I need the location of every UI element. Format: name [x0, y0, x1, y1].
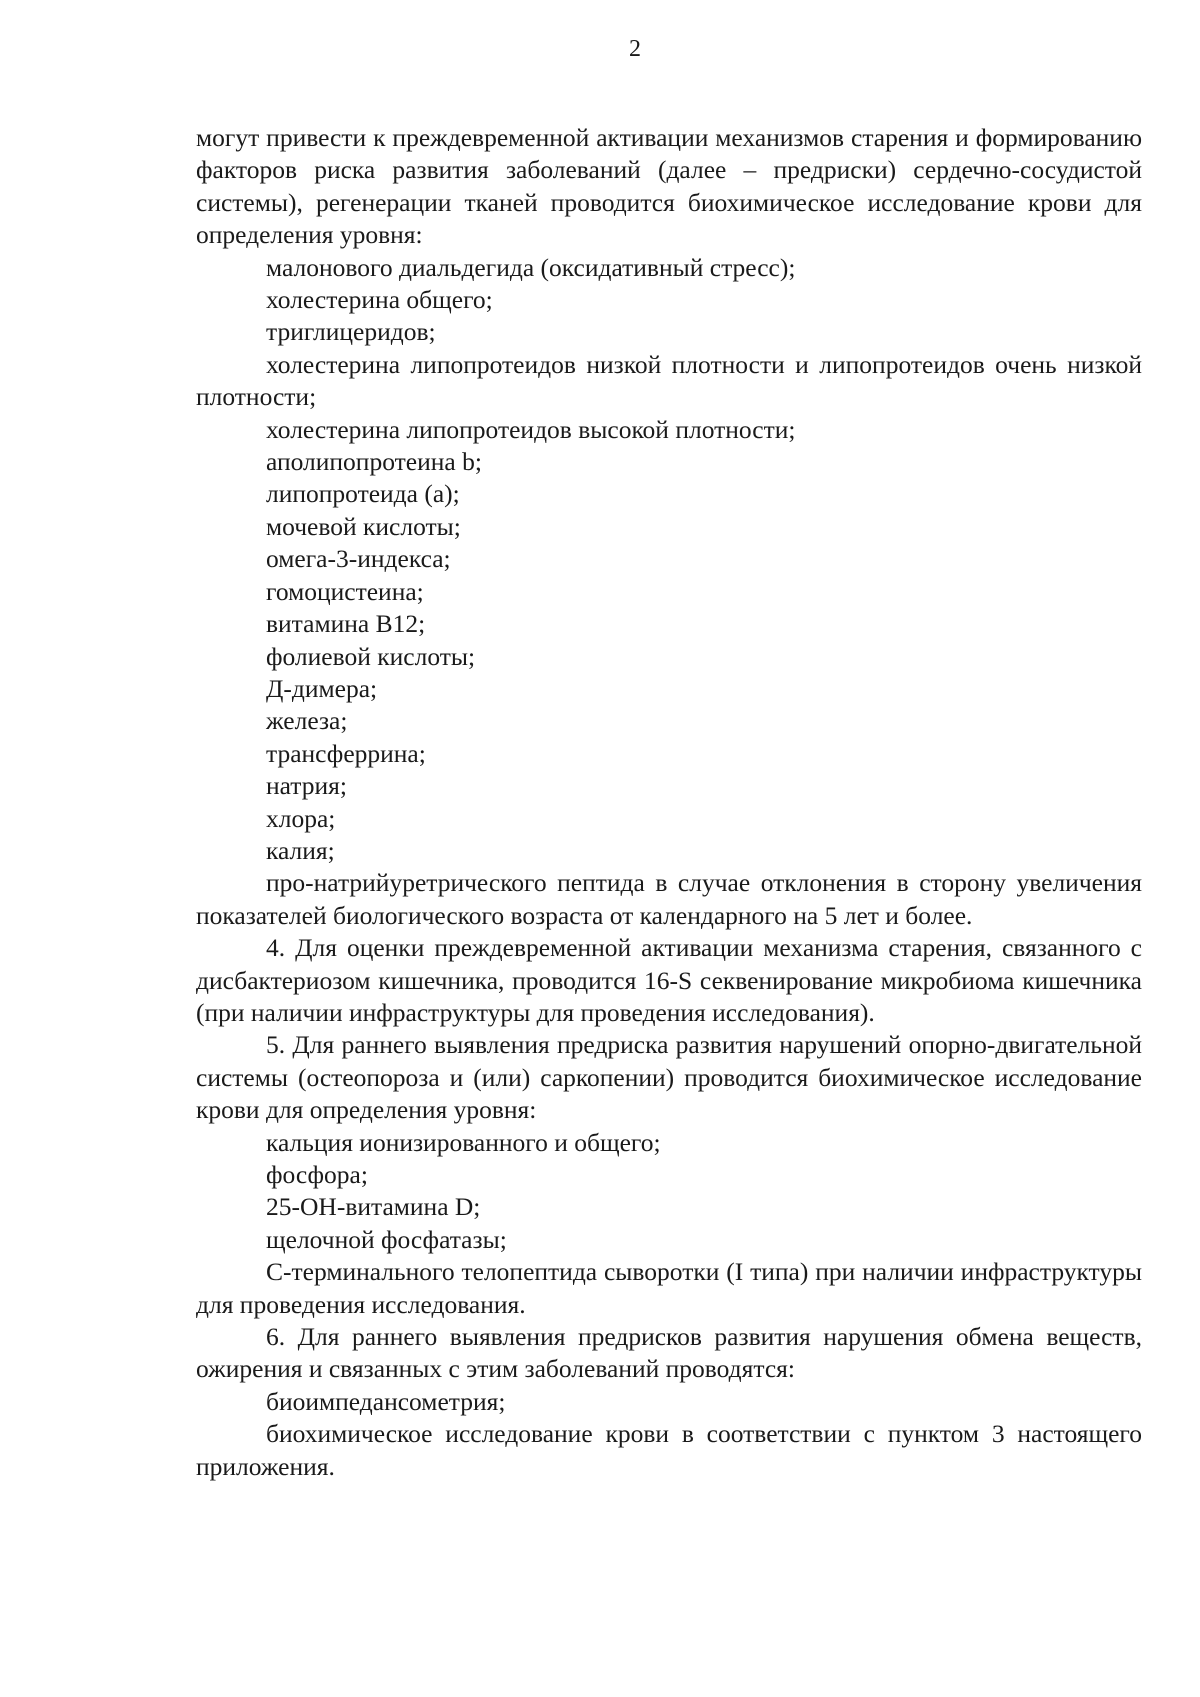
list-item: холестерина липопротеидов низкой плотности и липопротеидов очень низкой плотности;: [196, 349, 1142, 412]
list-item: трансферрина;: [266, 738, 426, 768]
numbered-paragraph-6: 6. Для раннего выявления предрисков развития нарушения обмена веществ, ожирения и связанных с этим заболеваний проводятся:: [196, 1322, 1142, 1384]
list-item: натрия;: [266, 771, 347, 801]
list-item: биоимпедансометрия;: [266, 1386, 506, 1416]
list-item: фолиевой кислоты;: [266, 641, 476, 671]
list-item: про-натрийуретрического пептида в случае отклонения в сторону увеличения показателей биологического возраста от календарного на 5 лет и более.: [196, 868, 1142, 930]
list-item: мочевой кислоты;: [266, 511, 461, 541]
list-item: холестерина липопротеидов высокой плотности;: [266, 414, 796, 444]
page-number: 2: [629, 36, 641, 62]
list-item: кальция ионизированного и общего;: [266, 1127, 661, 1157]
list-item: хлора;: [266, 803, 336, 833]
list-item: биохимическое исследование крови в соответствии с пунктом 3 настоящего приложения.: [196, 1419, 1142, 1481]
list-item: омега-3-индекса;: [266, 544, 451, 574]
list-item: железа;: [266, 706, 348, 736]
list-item: Д-димера;: [266, 673, 378, 703]
list-item: С-терминального телопептида сыворотки (I типа) при наличии инфраструктуры для проведения исследования.: [196, 1257, 1142, 1319]
list-item: щелочной фосфатазы;: [266, 1224, 507, 1254]
paragraph: могут привести к преждевременной активации механизмов старения и формированию факторов риска развития заболеваний (далее – предриски) сердечно-сосудистой системы), регенерации тканей проводится биохимическое исследование крови для определения уровня:: [196, 123, 1142, 250]
numbered-paragraph-4: 4. Для оценки преждевременной активации механизма старения, связанного с дисбактериозом кишечника, проводится 16-S секвенирование микробиома кишечника (при наличии инфраструктуры для проведения исследования).: [196, 933, 1142, 1027]
document-body: [196, 122, 1142, 1483]
list-item: аполипопротеина b;: [266, 447, 482, 477]
list-item: 25-ОН-витамина D;: [266, 1192, 481, 1222]
list-item: калия;: [266, 835, 335, 865]
list-item: фосфора;: [266, 1160, 368, 1189]
list-item: триглицеридов;: [266, 317, 436, 347]
numbered-paragraph-5: 5. Для раннего выявления предриска развития нарушений опорно-двигательной системы (остеопороза и (или) саркопении) проводится биохимическое исследование крови для определения уровня:: [196, 1030, 1142, 1125]
list-item: холестерина общего;: [266, 285, 493, 315]
list-item: малонового диальдегида (оксидативный стресс);: [266, 252, 796, 282]
list-item: гомоцистеина;: [266, 576, 424, 606]
list-item: липопротеида (а);: [266, 479, 460, 509]
list-item: витамина В12;: [266, 609, 426, 639]
